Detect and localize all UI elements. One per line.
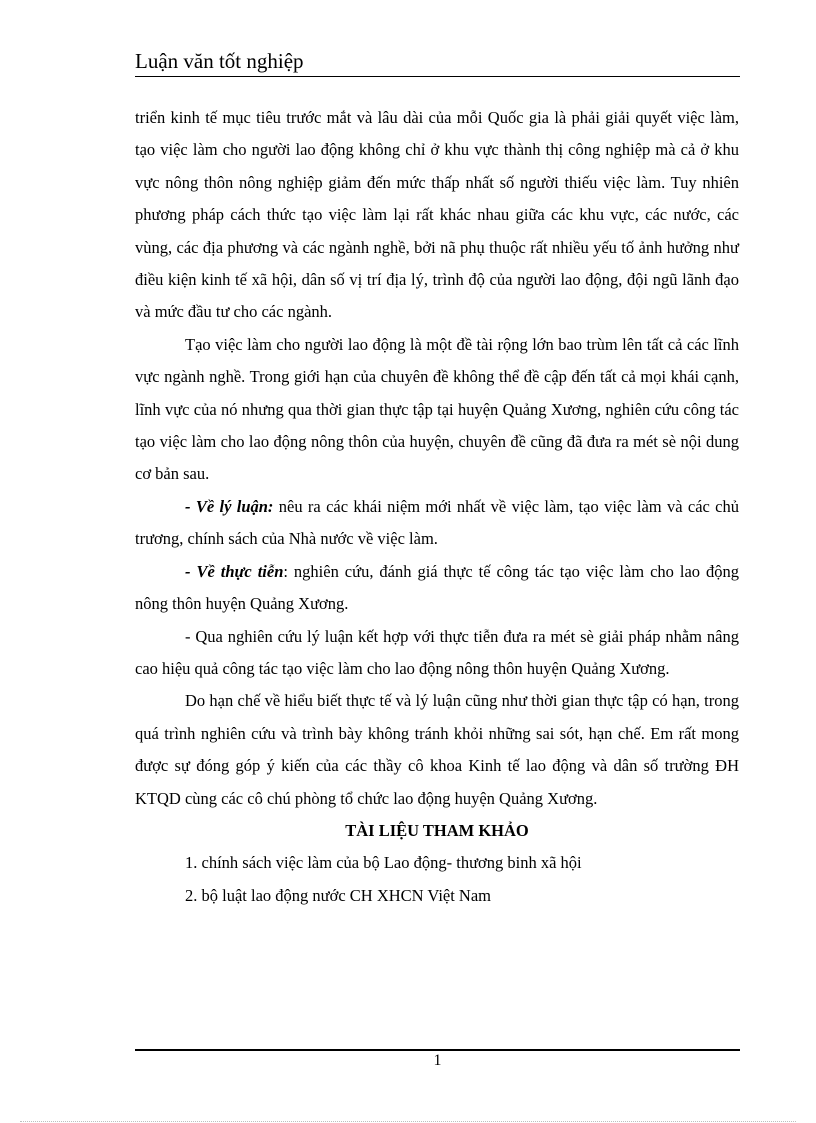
reference-item: 1. chính sách việc làm của bộ Lao động- thương binh xã hội (185, 853, 582, 873)
paragraph-scope: Tạo việc làm cho người lao động là một đề tài rộng lớn bao trùm lên tất cả các lĩnh vực ngành nghề. Trong giới hạn của chuyên đề không thể đề cập đến tất cả mọi khái cạnh, lĩnh vực của nó nhưng qua thời gian thực tập tại huyện Quảng Xương, nghiên cứu công tác tạo việc làm cho lao động nông thôn của huyện, chuyên đề cũng đã đưa ra mét sè nội dung cơ bản sau. (135, 334, 739, 484)
list-item-theory (135, 491, 739, 556)
reference-item: 2. bộ luật lao động nước CH XHCN Việt Nam (185, 885, 492, 905)
document-body (135, 102, 739, 912)
page-number: 1 (433, 1052, 442, 1069)
page-header (135, 48, 740, 77)
footer-divider (135, 1049, 740, 1051)
item-practice-text: : nghiên cứu, đánh giá thực tế công tác tạo việc làm cho lao động nông thôn huyện Quảng Xương. (135, 561, 739, 614)
item-practice-label: - Về thực tiễn (185, 561, 284, 581)
list-item-practice (135, 556, 739, 621)
header-title: Luận văn tốt nghiệp (135, 49, 304, 73)
list-item-solutions: - Qua nghiên cứu lý luận kết hợp với thực tiễn đưa ra mét sè giải pháp nhằm nâng cao hiệu quả công tác tạo việc làm cho lao động nông thôn huyện Quảng Xương. (135, 626, 739, 678)
page-bottom-edge (20, 1121, 796, 1122)
paragraph-closing: Do hạn chế về hiểu biết thực tế và lý luận cũng như thời gian thực tập có hạn, trong quá trình nghiên cứu và trình bày không tránh khỏi những sai sót, hạn chế. Em rất mong được sự đóng góp ý kiến của các thầy cô khoa Kinh tế lao động và dân số trường ĐH KTQD cùng các cô chú phòng tổ chức lao động huyện Quảng Xương. (135, 691, 739, 808)
paragraph-intro: triển kinh tế mục tiêu trước mắt và lâu dài của mỗi Quốc gia là phải giải quyết việc làm, tạo việc làm cho người lao động không chỉ ở khu vực thành thị công nghiệp mà cả ở khu vực nông thôn nông nghiệp giảm đến mức thấp nhất số người thiếu việc làm. Tuy nhiên phương pháp cách thức tạo việc làm lại rất khác nhau giữa các khu vực, các nước, các vùng, các địa phương và các ngành nghề, bởi nã phụ thuộc rất nhiều yếu tố ảnh hưởng như điều kiện kinh tế xã hội, dân số vị trí địa lý, trình độ của người lao động, đội ngũ lãnh đạo và mức đầu tư cho các ngành. (135, 108, 739, 322)
item-theory-text: nêu ra các khái niệm mới nhất về việc làm, tạo việc làm và các chủ trương, chính sách của Nhà nước về việc làm. (135, 496, 739, 549)
item-theory-label: - Về lý luận: (185, 496, 274, 516)
references-title: TÀI LIỆU THAM KHẢO (345, 820, 529, 840)
